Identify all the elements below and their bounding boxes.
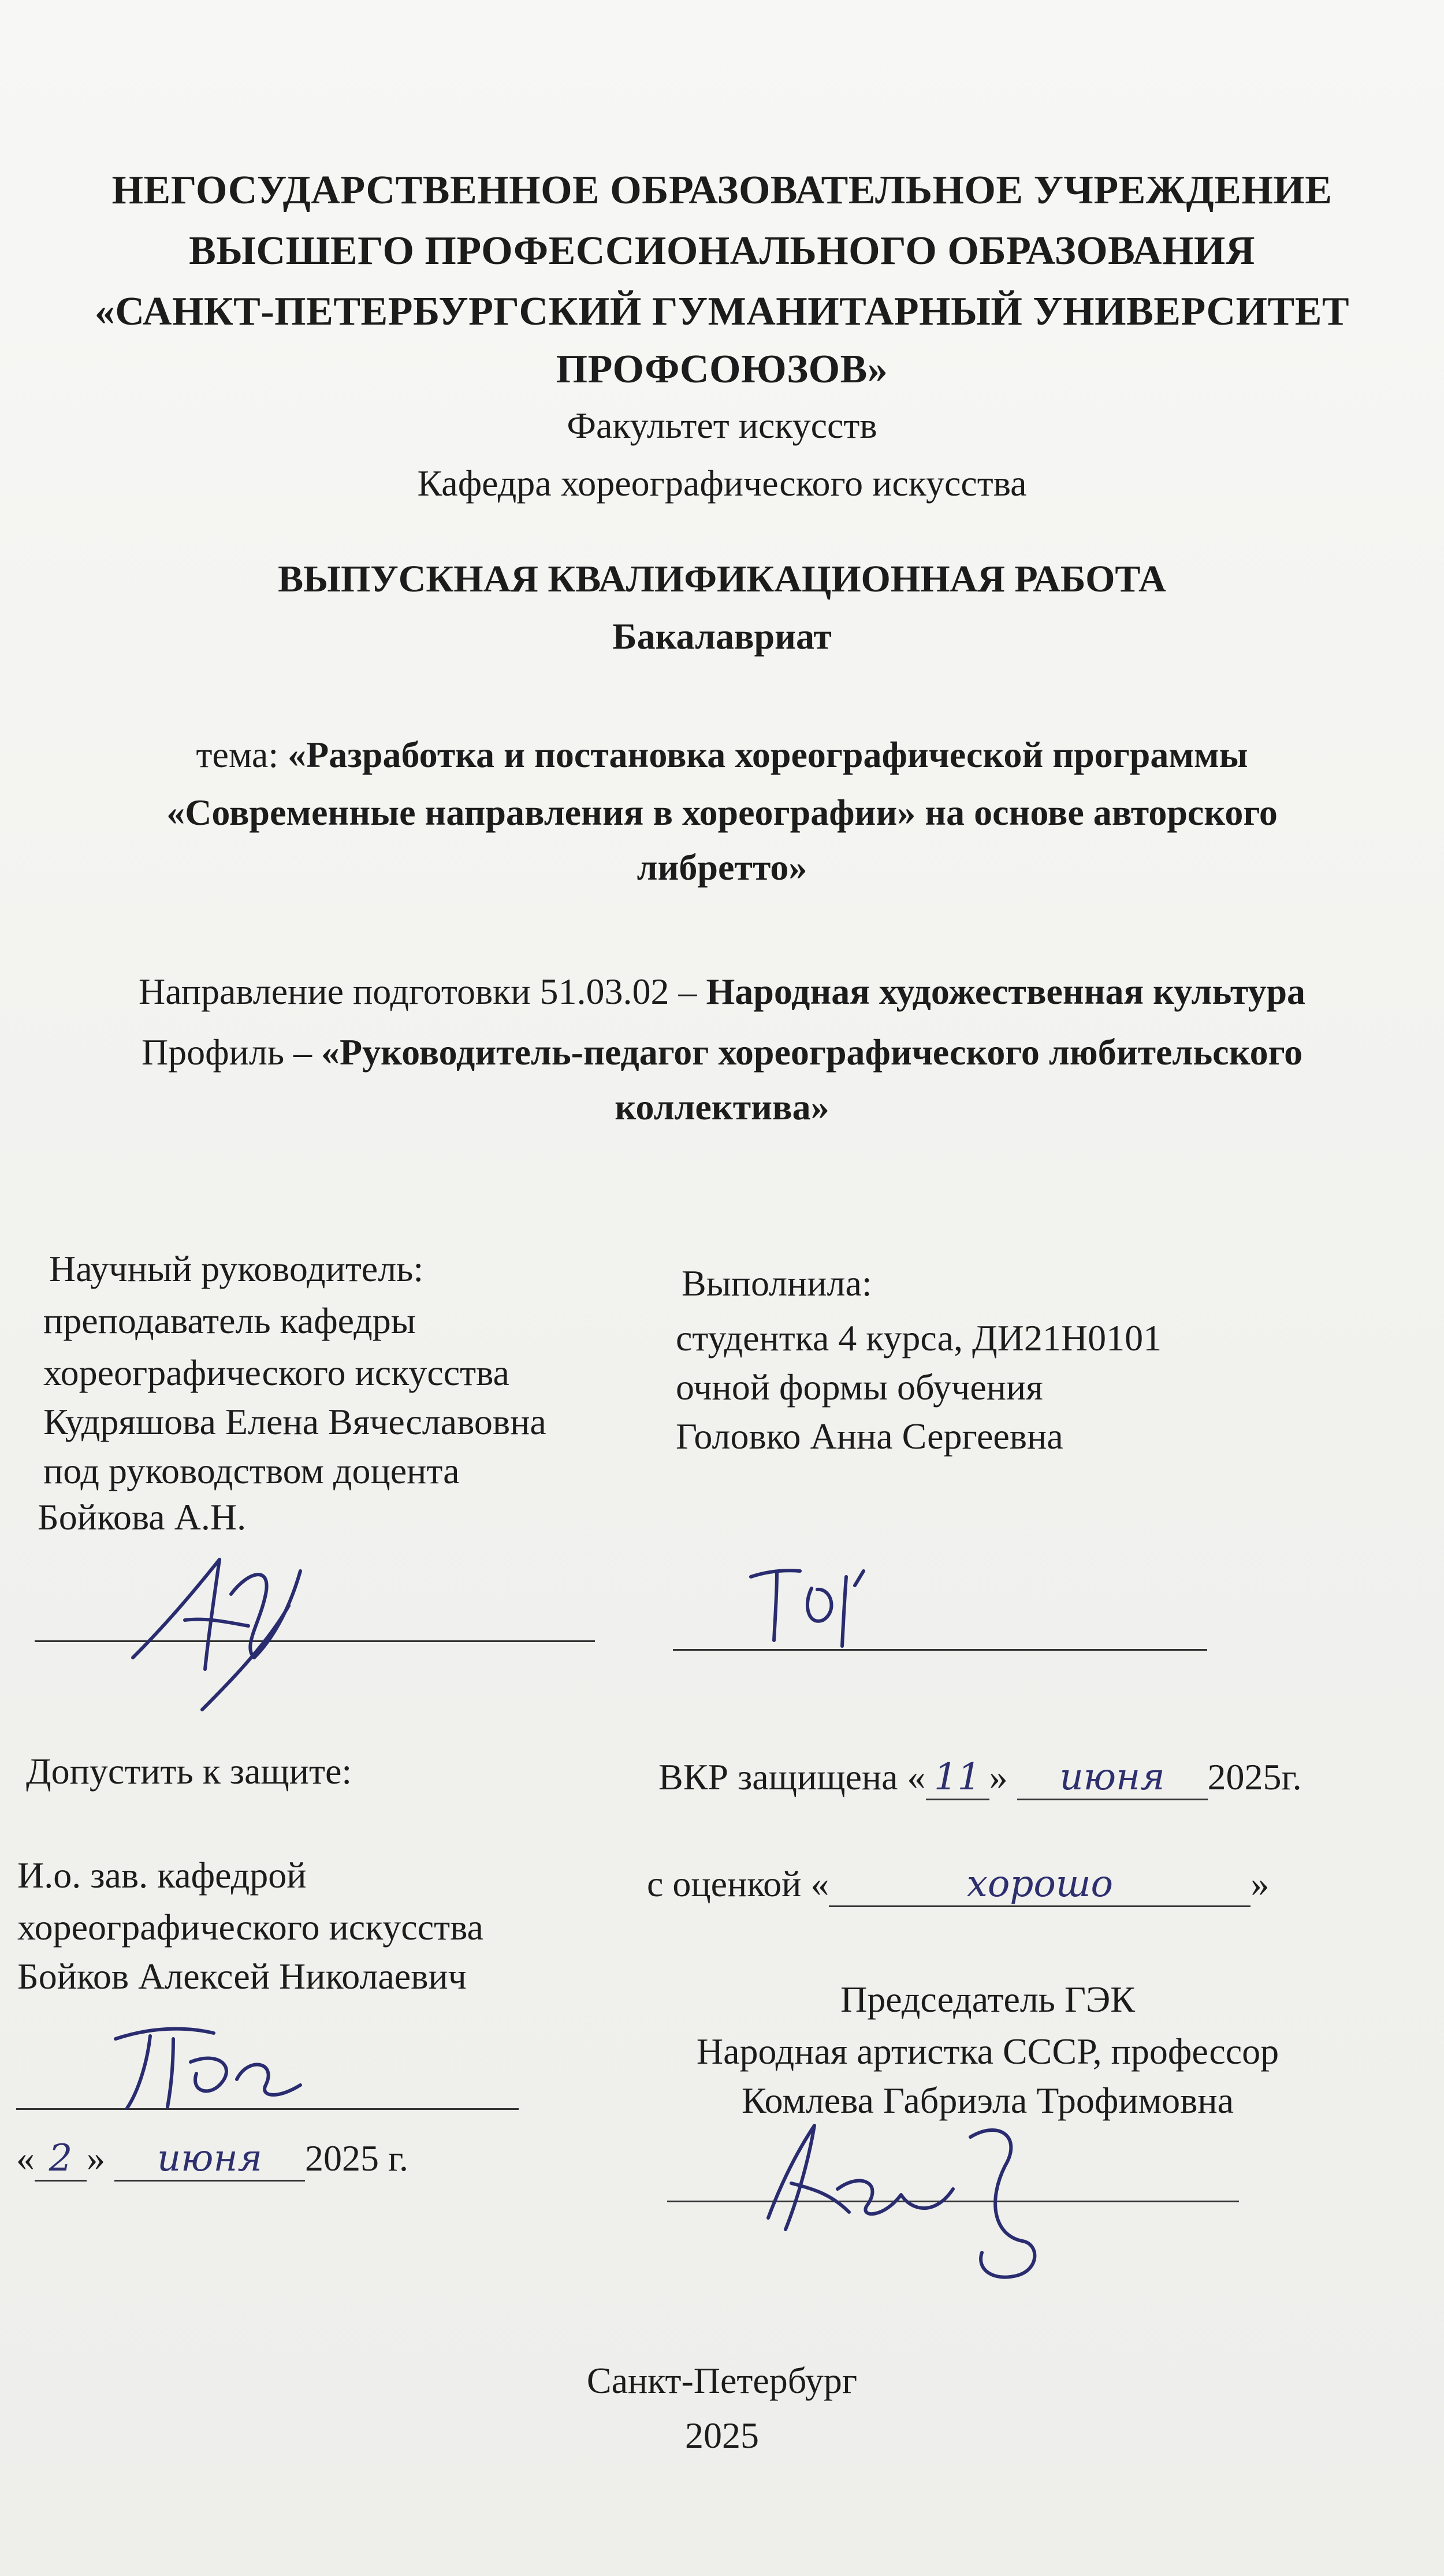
supervisor-label: Научный руководитель: [49, 1248, 424, 1289]
commission-rank: Народная артистка СССР, профессор [696, 2031, 1279, 2072]
institution-line-4: ПРОФСОЮЗОВ» [556, 347, 888, 392]
grade-prefix: с оценкой « [647, 1863, 829, 1904]
student-study-form: очной формы обучения [676, 1367, 1043, 1408]
work-type: ВЫПУСКНАЯ КВАЛИФИКАЦИОННАЯ РАБОТА [278, 558, 1166, 600]
profile [0, 1031, 1444, 1074]
direction [0, 970, 1444, 1013]
commission-title: Председатель ГЭК [840, 1979, 1135, 2020]
head-role: И.о. зав. кафедрой [17, 1855, 307, 1896]
topic-line-3: либретто» [637, 847, 807, 888]
defense-date-day: 11 [926, 1756, 989, 1800]
supervisor-name: Кудряшова Елена Вячеславовна [43, 1401, 546, 1442]
grade-suffix: » [1251, 1863, 1270, 1904]
admission-date-month: июня [114, 2137, 305, 2182]
topic-prefix: тема: [196, 734, 288, 775]
profile-name: «Руководитель-педагог хореографического любительского [321, 1032, 1303, 1073]
defense-date-prefix: ВКР защищена « [658, 1756, 926, 1797]
defense-date-close: » [989, 1756, 1008, 1797]
admission-date-day: 2 [35, 2137, 87, 2182]
direction-name: Народная художественная культура [706, 971, 1306, 1012]
head-name: Бойков Алексей Николаевич [17, 1956, 467, 1997]
defense-date-year: 2025г. [1207, 1756, 1302, 1797]
institution-line-2: ВЫСШЕГО ПРОФЕССИОНАЛЬНОГО ОБРАЗОВАНИЯ [189, 229, 1255, 273]
student-name: Головко Анна Сергеевна [676, 1416, 1063, 1457]
admission-date-year: 2025 г. [305, 2138, 409, 2179]
topic-line-1 [0, 734, 1444, 776]
institution-line-1: НЕГОСУДАРСТВЕННОЕ ОБРАЗОВАТЕЛЬНОЕ УЧРЕЖДЕНИЕ [111, 168, 1333, 213]
city: Санкт-Петербург [586, 2360, 858, 2401]
defense-grade [647, 1863, 1269, 1907]
topic-title-1: «Разработка и постановка хореографической программы [288, 734, 1248, 775]
student-signature [745, 1554, 895, 1652]
supervisor-assistant-name: Бойкова А.Н. [38, 1497, 247, 1538]
profile-line-2: коллектива» [615, 1086, 829, 1127]
commission-signature [751, 2102, 1074, 2293]
institution-line-3: «САНКТ-ПЕТЕРБУРГСКИЙ ГУМАНИТАРНЫЙ УНИВЕРСИТЕТ [94, 289, 1350, 334]
direction-prefix: Направление подготовки 51.03.02 – [138, 971, 706, 1012]
degree-level: Бакалавриат [612, 616, 832, 657]
admission-label: Допустить к защите: [26, 1751, 352, 1792]
topic-line-2: «Современные направления в хореографии» на основе авторского [166, 792, 1278, 833]
faculty: Факультет искусств [567, 405, 877, 446]
commission-name: Комлева Габриэла Трофимовна [742, 2080, 1234, 2121]
admission-date-close: » [87, 2138, 105, 2179]
defense-date [658, 1756, 1302, 1800]
head-signature [104, 2016, 312, 2114]
head-department: хореографического искусства [17, 1907, 483, 1948]
department: Кафедра хореографического искусства [417, 463, 1027, 504]
admission-date-open: « [16, 2138, 35, 2179]
profile-prefix: Профиль – [141, 1032, 321, 1073]
admission-date [16, 2137, 408, 2182]
year: 2025 [685, 2415, 759, 2456]
supervisor-guidance: под руководством доцента [43, 1450, 460, 1491]
supervisor-department: хореографического искусства [43, 1352, 509, 1393]
supervisor-signature [98, 1525, 329, 1715]
supervisor-position: преподаватель кафедры [43, 1300, 416, 1341]
grade-value: хорошо [829, 1863, 1251, 1907]
student-label: Выполнила: [682, 1263, 872, 1304]
student-course: студентка 4 курса, ДИ21Н0101 [676, 1317, 1162, 1358]
defense-date-month: июня [1017, 1756, 1208, 1800]
